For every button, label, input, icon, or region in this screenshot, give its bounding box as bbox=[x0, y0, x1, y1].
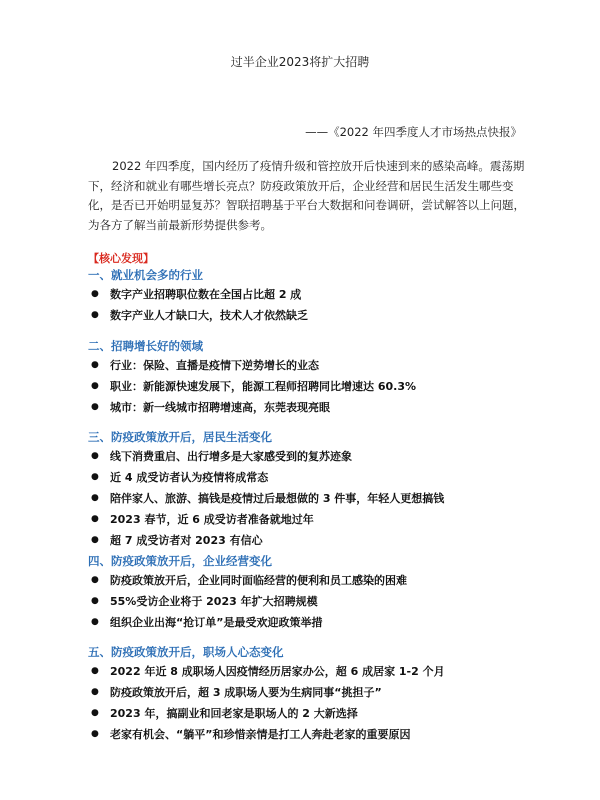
finding-item: ● 组织企业出海“抢订单”是最受欢迎政策举措 bbox=[88, 612, 528, 633]
finding-item: ● 防疫政策放开后，超 3 成职场人要为生病同事“挑担子” bbox=[88, 682, 528, 703]
finding-item: ● 数字产业人才缺口大，技术人才依然缺乏 bbox=[88, 305, 528, 326]
finding-item: ● 行业：保险、直播是疫情下逆势增长的业态 bbox=[88, 355, 528, 376]
intro-paragraph: 2022 年四季度，国内经历了疫情升级和管控放开后快速到来的感染高峰。震荡期下，经济和就业有哪些增长亮点？防疫政策放开后，企业经营和居民生活发生哪些变化，是否已开始明显复苏？智联招聘基于平台大数据和问卷调研，尝试解答以上问题，为各方了解当前最新形势提供参考。 bbox=[88, 159, 525, 232]
bullet-icon: ● bbox=[91, 451, 99, 461]
finding-item: ● 2023 年，搞副业和回老家是职场人的 2 大新选择 bbox=[88, 703, 528, 724]
finding-item: ● 近 4 成受访者认为疫情将成常态 bbox=[88, 467, 528, 488]
finding-item: ● 老家有机会、“躺平”和珍惜亲情是打工人奔赴老家的重要原因 bbox=[88, 724, 528, 745]
finding-list bbox=[88, 661, 528, 745]
bullet-icon: ● bbox=[91, 514, 99, 524]
bullet-icon: ● bbox=[91, 575, 99, 585]
section-industries bbox=[88, 266, 528, 326]
bullet-icon: ● bbox=[91, 289, 99, 299]
section-heading: 三、防疫政策放开后，居民生活变化 bbox=[88, 430, 272, 444]
finding-list bbox=[88, 446, 528, 551]
section-business-operations bbox=[88, 552, 528, 633]
section-resident-life bbox=[88, 428, 528, 551]
bullet-icon: ● bbox=[91, 729, 99, 739]
finding-item: ● 线下消费重启、出行增多是大家感受到的复苏迹象 bbox=[88, 446, 528, 467]
source-citation: ——《2022 年四季度人才市场热点快报》 bbox=[305, 125, 522, 139]
finding-item: ● 职业：新能源快速发展下，能源工程师招聘同比增速达 60.3% bbox=[88, 376, 528, 397]
section-heading: 二、招聘增长好的领域 bbox=[88, 339, 203, 353]
bullet-icon: ● bbox=[91, 360, 99, 370]
finding-list bbox=[88, 570, 528, 633]
bullet-icon: ● bbox=[91, 493, 99, 503]
bullet-icon: ● bbox=[91, 687, 99, 697]
bullet-icon: ● bbox=[91, 310, 99, 320]
bullet-icon: ● bbox=[91, 708, 99, 718]
document-title: 过半企业2023将扩大招聘 bbox=[230, 55, 370, 69]
core-findings-label: 【核心发现】 bbox=[88, 252, 154, 265]
finding-item: ● 2022 年近 8 成职场人因疫情经历居家办公，超 6 成居家 1-2 个月 bbox=[88, 661, 528, 682]
bullet-icon: ● bbox=[91, 666, 99, 676]
finding-list bbox=[88, 355, 528, 418]
finding-item: ● 55%受访企业将于 2023 年扩大招聘规模 bbox=[88, 591, 528, 612]
section-growth-areas bbox=[88, 337, 528, 418]
finding-item: ● 陪伴家人、旅游、搞钱是疫情过后最想做的 3 件事，年轻人更想搞钱 bbox=[88, 488, 528, 509]
section-workplace-mindset bbox=[88, 643, 528, 745]
bullet-icon: ● bbox=[91, 535, 99, 545]
section-heading: 五、防疫政策放开后，职场人心态变化 bbox=[88, 645, 284, 659]
finding-item: ● 数字产业招聘职位数在全国占比超 2 成 bbox=[88, 284, 528, 305]
bullet-icon: ● bbox=[91, 402, 99, 412]
section-heading: 一、就业机会多的行业 bbox=[88, 268, 203, 282]
finding-item: ● 防疫政策放开后，企业同时面临经营的便利和员工感染的困难 bbox=[88, 570, 528, 591]
finding-item: ● 城市：新一线城市招聘增速高，东莞表现亮眼 bbox=[88, 397, 528, 418]
finding-list bbox=[88, 284, 528, 326]
bullet-icon: ● bbox=[91, 596, 99, 606]
section-heading: 四、防疫政策放开后，企业经营变化 bbox=[88, 554, 272, 568]
finding-item: ● 超 7 成受访者对 2023 有信心 bbox=[88, 530, 528, 551]
finding-item: ● 2023 春节，近 6 成受访者准备就地过年 bbox=[88, 509, 528, 530]
bullet-icon: ● bbox=[91, 381, 99, 391]
bullet-icon: ● bbox=[91, 617, 99, 627]
bullet-icon: ● bbox=[91, 472, 99, 482]
